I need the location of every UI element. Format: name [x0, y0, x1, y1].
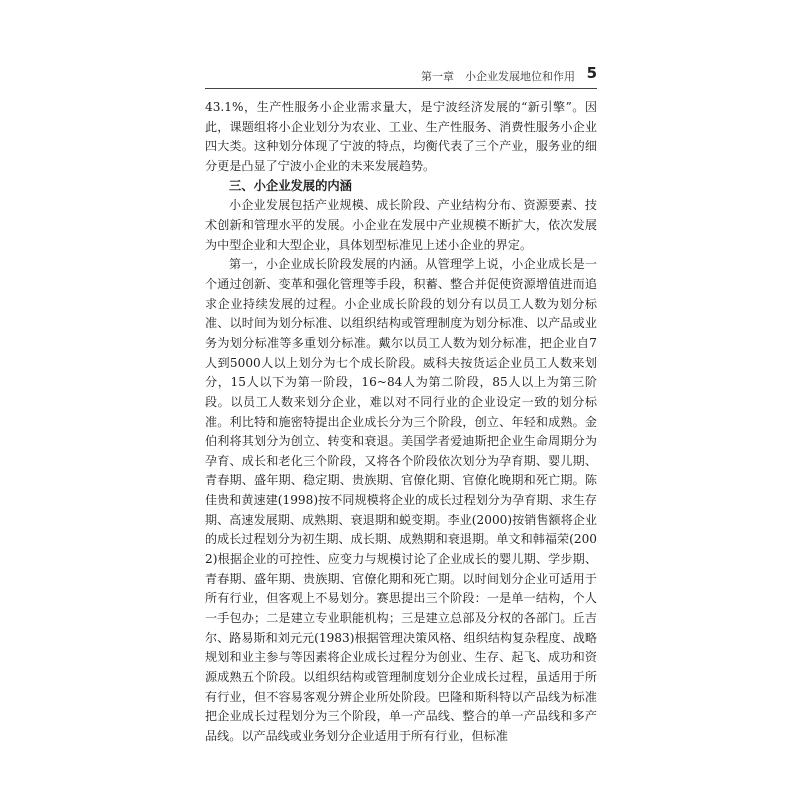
paragraph-continuation: 43.1%，生产性服务小企业需求量大，是宁波经济发展的“新引擎”。因此，课题组将小企业划分为农业、工业、生产性服务、消费性服务小企业四大类。这种划分体现了宁波的特点，均衡代表了三个产业，服务业的细分更是凸显了宁波小企业的未来发展趋势。 — [205, 100, 597, 173]
page-body — [205, 98, 597, 747]
page-number: 5 — [586, 64, 597, 82]
paragraph-growth-stages: 第一，小企业成长阶段发展的内涵。从管理学上说，小企业成长是一个通过创新、变革和强化管理等手段，积蓄、整合并促使资源增值进而追求企业持续发展的过程。小企业成长阶段的划分有以员工人数为划分标准、以时间为划分标准、以组织结构或管理制度为划分标准、以产品或业务为划分标准等多重划分标准。戴尔以员工人数为划分标准，把企业自7人到5000人以上划分为七个成长阶段。威科夫按货运企业员工人数来划分，15人以下为第一阶段，16~84人为第二阶段，85人以上为第三阶段。以员工人数来划分企业，难以对不同行业的企业设定一致的划分标准。利比特和施密特提出企业成长分为三个阶段，创立、年轻和成熟。金伯利将其划分为创立、转变和衰退。美国学者爱迪斯把企业生命周期分为孕育、成长和老化三个阶段，又将各个阶段依次划分为孕育期、婴儿期、青春期、盛年期、稳定期、贵族期、官僚化期、官僚化晚期和死亡期。陈佳贵和黄速建(1998)按不同规模将企业的成长过程划分为孕育期、求生存期、高速发展期、成熟期、衰退期和蜕变期。李业(2000)按销售额将企业的成长过程划分为初生期、成长期、成熟期和衰退期。单文和韩福荣(2002)根据企业的可控性、应变力与规模讨论了企业成长的婴儿期、学步期、青春期、盛年期、贵族期、官僚化期和死亡期。以时间划分企业可适用于所有行业，但客观上不易划分。赛思提出三个阶段：一是单一结构，个人一手包办；二是建立专业职能机构；三是建立总部及分权的各部门。丘吉尔、路易斯和刘元元(1983)根据管理决策风格、组织结构复杂程度、战略规划和业主参与等因素将企业成长过程分为创业、生存、起飞、成功和资源成熟五个阶段。以组织结构或管理制度划分企业成长过程，虽适用于所有行业，但不容易客观分辨企业所处阶段。巴隆和斯科特以产品线为标准把企业成长过程划分为三个阶段，单一产品线、整合的单一产品线和多产品线。以产品线或业务划分企业适用于所有行业，但标准 — [205, 257, 597, 743]
chapter-title: 第一章 小企业发展地位和作用 — [421, 70, 575, 83]
paragraph-overview: 小企业发展包括产业规模、成长阶段、产业结构分布、资源要素、技术创新和管理水平的发展。小企业在发展中产业规模不断扩大，依次发展为中型企业和大型企业，具体划型标准见上述小企业的界定。 — [205, 198, 597, 252]
section-heading: 三、小企业发展的内涵 — [229, 178, 352, 193]
running-header — [205, 66, 597, 89]
